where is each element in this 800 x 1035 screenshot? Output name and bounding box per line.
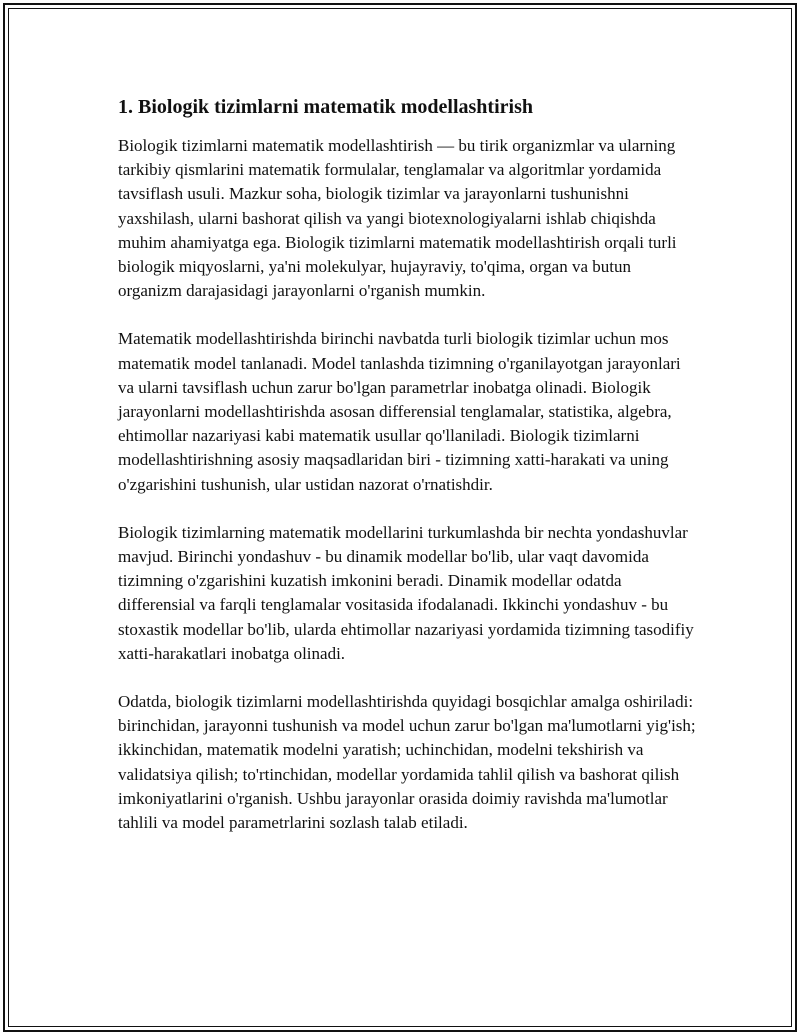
document-body xyxy=(118,94,698,859)
paragraph-1: Biologik tizimlarni matematik modellashtirish — bu tirik organizmlar va ularning tarkibiy qismlarini matematik formulalar, tenglamalar va algoritmlar yordamida tavsiflash usuli. Mazkur soha, biologik tizimlar va jarayonlarni tushunishni yaxshilash, ularni bashorat qilish va yangi biotexnologiyalarni ishlab chiqishda muhim ahamiyatga ega. Biologik tizimlarni matematik modellashtirish orqali turli biologik miqyoslarni, ya'ni molekulyar, hujayraviy, to'qima, organ va butun organizm darajasidagi jarayonlarni o'rganish mumkin. xyxy=(118,136,677,301)
paragraph-3: Biologik tizimlarning matematik modellarini turkumlashda bir nechta yondashuvlar mavjud. Birinchi yondashuv - bu dinamik modellar bo'lib, ular vaqt davomida tizimning o'zgarishini kuzatish imkonini beradi. Dinamik modellar odatda differensial va farqli tenglamalar vositasida ifodalanadi. Ikkinchi yondashuv - bu stoxastik modellar bo'lib, ularda ehtimollar nazariyasi yordamida tizimning tasodifiy xatti-harakatlari inobatga olinadi. xyxy=(118,522,694,663)
paragraph-4: Odatda, biologik tizimlarni modellashtirishda quyidagi bosqichlar amalga oshiriladi: birinchidan, jarayonni tushunish va model uchun zarur bo'lgan ma'lumotlarni yig'ish; ikkinchidan, matematik modelni yaratish; uchinchidan, modelni tekshirish va validatsiya qilish; to'rtinchidan, modellar yordamida tahlil qilish va bashorat qilish imkoniyatlarini o'rganish. Ushbu jarayonlar orasida doimiy ravishda ma'lumotlar tahlili va model parametrlarini sozlash talab etiladi. xyxy=(118,692,696,833)
section-heading: 1. Biologik tizimlarni matematik modellashtirish xyxy=(118,96,533,118)
paragraph-2: Matematik modellashtirishda birinchi navbatda turli biologik tizimlar uchun mos matematik model tanlanadi. Model tanlashda tizimning o'rganilayotgan jarayonlari va ularni tavsiflash uchun zarur bo'lgan parametrlar inobatga olinadi. Biologik jarayonlarni modellashtirishda asosan differensial tenglamalar, statistika, algebra, ehtimollar nazariyasi kabi matematik usullar qo'llaniladi. Biologik tizimlarni modellashtirishning asosiy maqsadlaridan biri - tizimning xatti-harakati va uning o'zgarishini tushunish, ular ustidan nazorat o'rnatishdir. xyxy=(118,329,681,494)
